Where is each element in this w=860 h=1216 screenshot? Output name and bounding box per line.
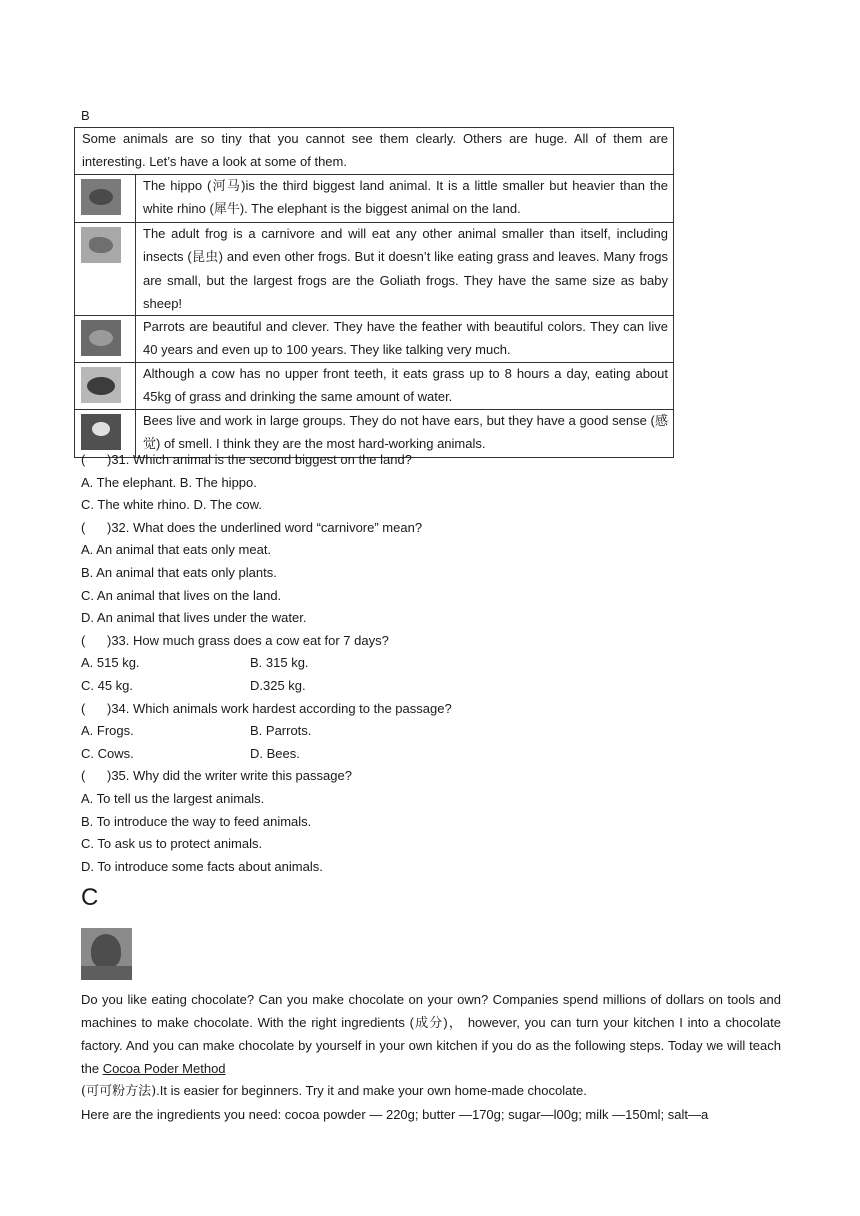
option-35-d: D. To introduce some facts about animals. [81,858,323,874]
options-33-cd [81,675,781,698]
options-33-ab [81,652,781,675]
question-32: ( )32. What does the underlined word “carnivore” mean? [81,519,423,535]
options-31-cd: C. The white rhino. D. The cow. [81,497,262,513]
option-34-c: C. Cows. [81,745,134,761]
bee-text: Bees live and work in large groups. They do not have ears, but they have a good sense (感觉) of smell. I think they are the most hard-working animals. [136,409,674,458]
question-31: ( )31. Which animal is the second biggest on the land? [81,452,412,467]
passage-c-paragraph-2: (可可粉方法).It is easier for beginners. Try it and make your own home-made chocolate. [81,1083,587,1100]
cow-text: Although a cow has no upper front teeth, it eats grass up to 8 hours a day, eating about 45kg of grass and drinking the same amount of water. [136,362,674,409]
table-intro: Some animals are so tiny that you cannot see them clearly. Others are huge. All of them are interesting. Let’s have a look at some of them. [75,128,674,175]
cocoa-method-underlined: Cocoa Poder Method [102,1060,226,1076]
options-31-ab: A. The elephant. B. The hippo. [81,474,257,490]
question-34: ( )34. Which animals work hardest according to the passage? [81,700,452,716]
option-32-c: C. An animal that lives on the land. [81,587,282,603]
option-32-d: D. An animal that lives under the water. [81,610,307,626]
passage-c-paragraph-3: Here are the ingredients you need: cocoa powder — 220g; butter —170g; sugar—l00g; milk —150ml; salt—a [81,1106,709,1122]
option-35-c: C. To ask us to protect animals. [81,836,263,852]
option-32-a: A. An animal that eats only meat. [81,542,272,558]
option-33-d: D.325 kg. [250,677,306,693]
option-35-a: A. To tell us the largest animals. [81,790,265,806]
hippo-text: The hippo (河马)is the third biggest land animal. It is a little smaller but heavier than the white rhino (犀牛). The elephant is the biggest animal on the land. [136,174,674,223]
table-intro-row [75,128,674,175]
option-34-a: A. Frogs. [81,723,134,739]
table-row [75,174,674,223]
option-33-b: B. 315 kg. [250,655,309,671]
option-32-b: B. An animal that eats only plants. [81,564,277,580]
parrot-image [81,320,121,356]
bee-image [81,414,121,450]
passage-c-paragraph-1: Do you like eating chocolate? Can you make chocolate on your own? Companies spend millions of dollars on tools and machines to make chocolate. With the right ingredients (成分)， however, you can turn your kitchen I into a chocolate factory. And you can make chocolate by yourself in your own kitchen if you do as the following steps. Today we will teach the Cocoa Poder Method [81,992,781,1076]
parrot-text: Parrots are beautiful and clever. They have the feather with beautiful colors. They can live 40 years and even up to 100 years. They like talking very much. [136,316,674,363]
questions-block [81,449,781,878]
table-row [75,223,674,316]
frog-text: The adult frog is a carnivore and will eat any other animal smaller than itself, including insects (昆虫) and even other frogs. But it doesn’t like eating grass and leaves. Many frogs are small, but the largest frogs are the Goliath frogs. They have the same size as baby sheep! [136,223,674,316]
option-33-a: A. 515 kg. [81,655,140,671]
options-34-ab [81,720,781,743]
options-34-cd [81,743,781,766]
option-34-b: B. Parrots. [250,723,312,739]
table-row [75,316,674,363]
option-34-d: D. Bees. [250,745,300,761]
passage-c [81,989,781,1127]
section-c-label: C [81,884,99,911]
hippo-image [81,179,121,215]
cow-image [81,367,121,403]
frog-image [81,227,121,263]
question-35: ( )35. Why did the writer write this passage? [81,768,352,784]
option-35-b: B. To introduce the way to feed animals. [81,813,312,829]
animals-table [74,127,674,458]
section-b-label: B [81,108,90,123]
option-33-c: C. 45 kg. [81,677,134,693]
question-33: ( )33. How much grass does a cow eat for 7 days? [81,632,389,648]
chocolate-image [81,928,132,980]
table-row [75,362,674,409]
